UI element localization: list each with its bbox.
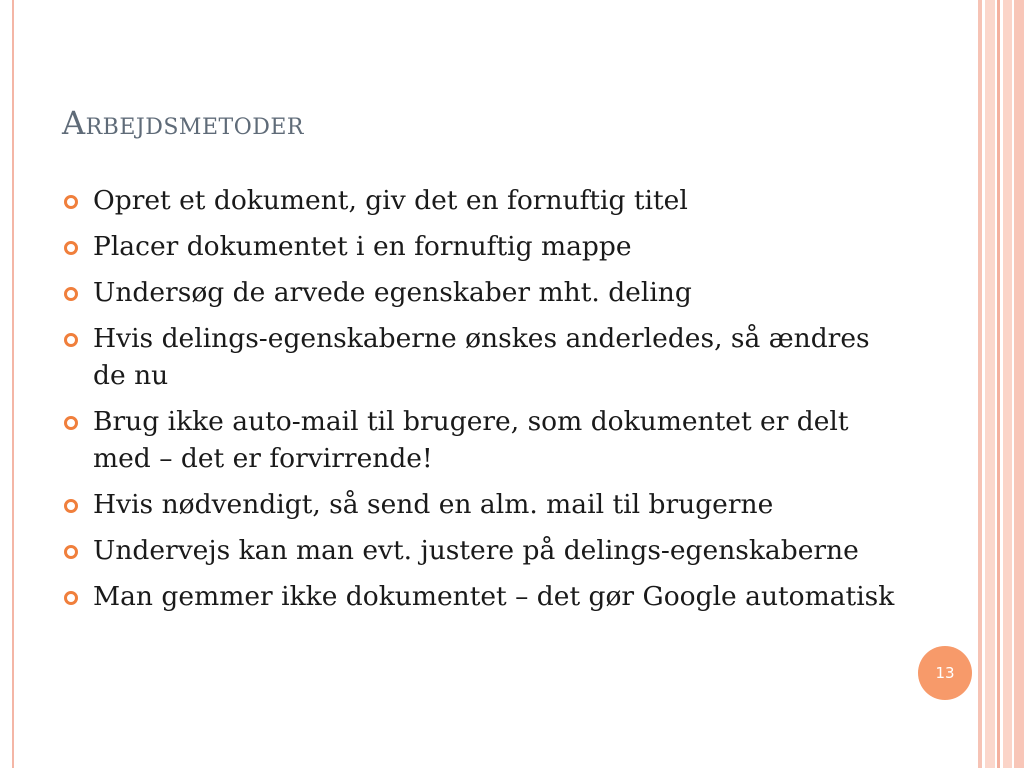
circle-bullet-icon: [64, 416, 78, 430]
circle-bullet-icon: [64, 241, 78, 255]
circle-bullet-icon: [64, 545, 78, 559]
bullet-item: [62, 403, 902, 477]
circle-bullet-icon: [64, 195, 78, 209]
bullet-item: [62, 320, 902, 394]
bullet-item: [62, 182, 902, 219]
bullet-text: Hvis nødvendigt, så send en alm. mail til brugerne: [93, 489, 774, 520]
right-stripe: [1014, 0, 1024, 768]
bullet-item: [62, 578, 902, 615]
page-number: 13: [935, 664, 955, 682]
bullet-text: Undervejs kan man evt. justere på delings-egenskaberne: [93, 535, 859, 566]
right-stripe: [1003, 0, 1012, 768]
bullet-item: [62, 274, 902, 311]
left-border-line: [12, 0, 14, 768]
slide-title: Arbejdsmetoder: [62, 104, 304, 142]
circle-bullet-icon: [64, 287, 78, 301]
circle-bullet-icon: [64, 591, 78, 605]
bullet-text: Brug ikke auto-mail til brugere, som dokumentet er delt med – det er forvirrende!: [93, 406, 849, 474]
bullet-item: [62, 228, 902, 265]
page-number-badge: [918, 646, 972, 700]
bullet-text: Placer dokumentet i en fornuftig mappe: [93, 231, 632, 262]
bullet-text: Hvis delings-egenskaberne ønskes anderledes, så ændres de nu: [93, 323, 870, 391]
right-stripe: [978, 0, 982, 768]
bullet-text: Undersøg de arvede egenskaber mht. deling: [93, 277, 692, 308]
bullet-text: Man gemmer ikke dokumentet – det gør Google automatisk: [93, 581, 895, 612]
bullet-list: [62, 182, 902, 624]
circle-bullet-icon: [64, 499, 78, 513]
right-stripe: [985, 0, 995, 768]
bullet-item: [62, 486, 902, 523]
bullet-item: [62, 532, 902, 569]
right-stripe: [997, 0, 1000, 768]
bullet-text: Opret et dokument, giv det en fornuftig titel: [93, 185, 688, 216]
circle-bullet-icon: [64, 333, 78, 347]
